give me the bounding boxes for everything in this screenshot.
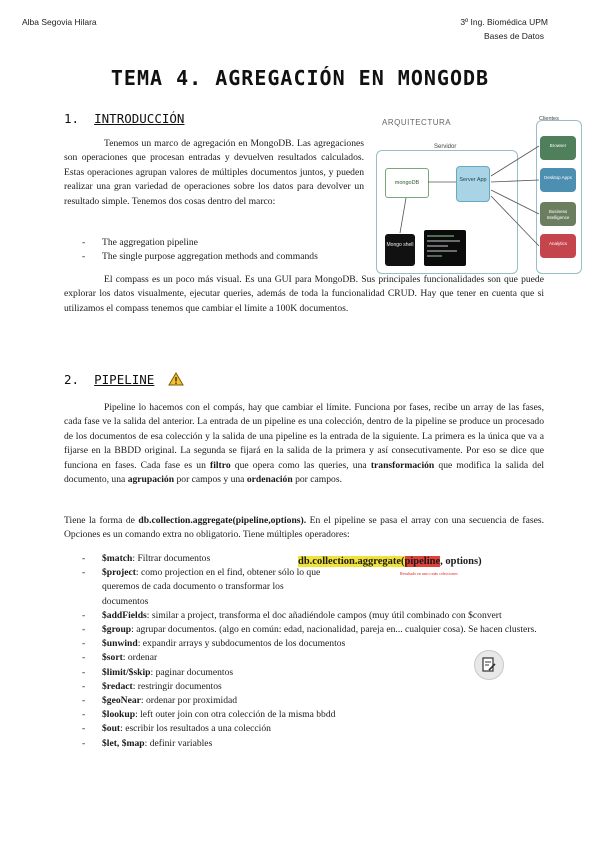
mongodb-node: mongoDB <box>385 168 429 198</box>
term-agrupacion: agrupación <box>127 474 175 486</box>
syntax-prefix: db.collection.aggregate( <box>298 556 405 567</box>
syntax-note: Resultado en una o más colecciones <box>400 571 458 576</box>
syntax-pipeline: pipeline <box>404 556 441 567</box>
client-bi: Business Intelligence <box>540 202 576 226</box>
term-transformacion: transformación <box>370 459 435 471</box>
list-item: - $sort: ordenar <box>82 651 552 665</box>
edit-note-icon[interactable] <box>474 650 504 680</box>
pipeline-paragraph <box>64 401 544 487</box>
diagram-arrows-icon <box>376 116 580 272</box>
diagram-title: ARQUITECTURA <box>382 118 452 127</box>
section-2-title: PIPELINE <box>94 372 155 387</box>
list-item: - $geoNear: ordenar por proximidad <box>82 694 552 708</box>
intro-list <box>82 236 382 264</box>
list-item: - $limit/$skip: paginar documentos <box>82 666 552 680</box>
server-label: Servidor <box>434 144 457 150</box>
section-1-heading <box>64 111 184 126</box>
compass-paragraph: El compass es un poco más visual. Es una GUI para MongoDB. Sus principales funcionalidades son que puede explorar los datos visualmente, ejecutar queries, además de toda la funcionalidad CRUD. Hay que tener en cuenta que si utilizamos el compass tenemos que cambiar el límite a 100K documentos. <box>64 274 544 314</box>
page-title: TEMA 4. AGREGACIÓN EN MONGODB <box>110 66 490 90</box>
list-item: - $lookup: left outer join con otra colección de la misma bbdd <box>82 708 552 722</box>
client-browser: Browser <box>540 136 576 160</box>
term-ordenacion: ordenación <box>246 474 293 486</box>
section-1-title: INTRODUCCIÓN <box>94 111 185 126</box>
client-analytics: Analytics <box>540 234 576 258</box>
aggregate-text-2: En el pipeline se pasa el array con una secuencia de fases. Opciones es un comando extra no obligatorio. Tiene múltiples operadores: <box>64 515 544 541</box>
list-item: - $addFields: similar a project, transforma el doc añadiéndole campos (muy útil combinado con $convert <box>82 609 552 623</box>
intro-paragraph: Tenemos un marco de agregación en MongoDB. Las agregaciones son operaciones que procesan entradas y devuelven resultados calculados. Estas operaciones agrupan valores de múltiples documentos juntos, y pueden realizar una gran variedad de operaciones sobre los datos para devolver un resultado simple. Tenemos dos cosas dentro del marco: <box>64 138 364 207</box>
architecture-diagram <box>376 116 580 272</box>
list-item: - $group: agrupar documentos. (algo en común: edad, nacionalidad, pareja en... cualquier cosa). Se hacen clusters. <box>82 623 552 637</box>
list-item: - $let, $map: definir variables <box>82 737 552 751</box>
client-desktop: Desktop Apps <box>540 168 576 192</box>
pipeline-text-2: que opera como las queries, una <box>230 459 371 471</box>
syntax-options: , options) <box>440 556 482 567</box>
section-2-heading <box>64 372 184 389</box>
section-2-number: 2. <box>64 372 80 387</box>
pipeline-text-1: Pipeline lo hacemos con el compás, hay que cambiar el límite. Funciona por fases, recibe un array de las fases, cada fase ve la salida del anterior. La entrada de un pipeline es una colección, dentro de la pipeline se produce un procesado de los documentos de esa colección y la salida de una pipeline es la entrada de la siguiente. La primera es la única que va a fijarse en la BBDD original. La segunda se fijará en la salida de la primera y así consecutivamente. Por eso se dice que funciona en fases. Cada fase es un <box>64 402 544 471</box>
warning-icon <box>168 372 184 389</box>
list-item: - The aggregation pipeline <box>82 236 382 250</box>
author-name: Alba Segovia Hilara <box>22 17 97 27</box>
pipeline-text-5: por campos. <box>292 474 342 486</box>
subject-name: Bases de Datos <box>483 31 544 41</box>
list-item: - $out: escribir los resultados a una colección <box>82 722 552 736</box>
aggregate-paragraph <box>64 514 544 543</box>
aggregate-code: db.collection.aggregate(pipeline,options). <box>138 515 307 526</box>
list-item: - $match: Filtrar documentos <box>82 552 552 566</box>
list-item: - The single purpose aggregation methods and commands <box>82 250 382 264</box>
list-item: - $redact: restringir documentos <box>82 680 552 694</box>
pipeline-text-3: que modifica la salida del documento, una <box>64 459 545 486</box>
aggregate-text-1: Tiene la forma de <box>64 515 139 526</box>
clients-label: Clientes <box>539 116 559 122</box>
term-filtro: filtro <box>210 459 231 471</box>
course-info <box>460 15 548 43</box>
course-name: 3º Ing. Biomédica UPM <box>460 17 548 27</box>
mongo-shell-node: Mongo shell <box>385 234 415 266</box>
pipeline-text-4: por campos y una <box>174 474 247 486</box>
section-1-number: 1. <box>64 111 80 126</box>
list-item: - $unwind: expandir arrays y subdocumentos de los documentos <box>82 637 552 651</box>
server-app-node: Server App <box>456 166 490 202</box>
list-item: - $project: como projection en el find, obtener sólo lo que queremos de cada documento o transformar los documentos <box>82 566 322 609</box>
